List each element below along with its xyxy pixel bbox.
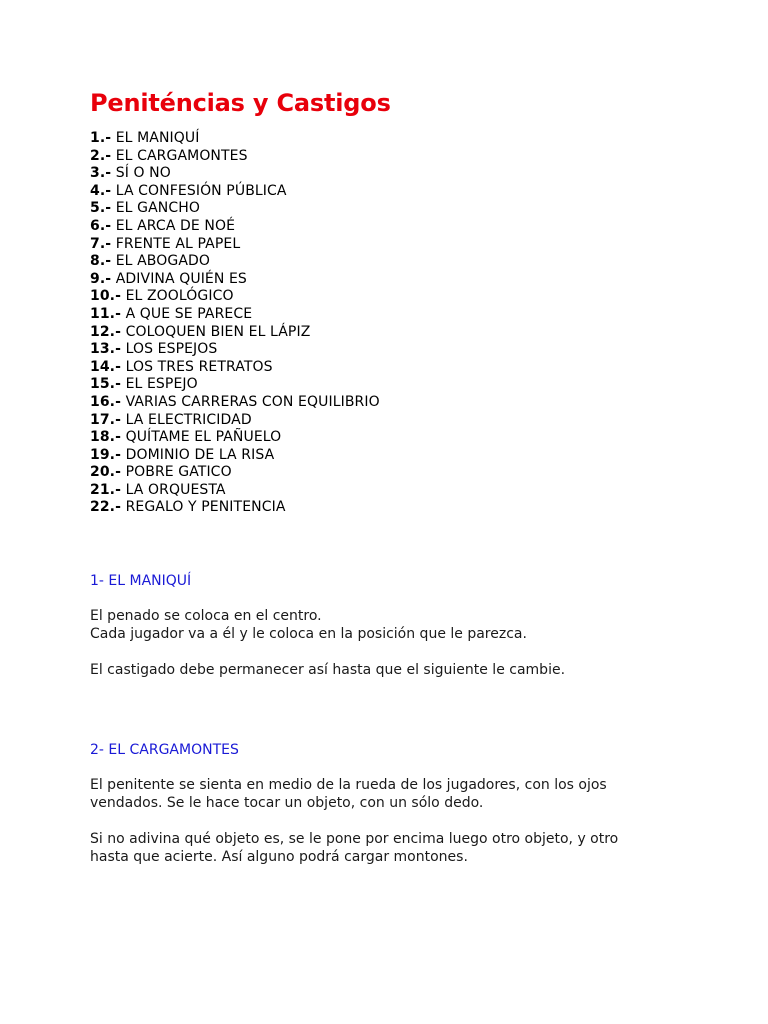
paragraph-line: El penado se coloca en el centro. (90, 608, 322, 625)
paragraph-line: hasta que acierte. Así alguno podrá cargar montones. (90, 849, 468, 866)
toc-item: 12.- COLOQUEN BIEN EL LÁPIZ (90, 323, 311, 340)
toc-item: 3.- SÍ O NO (90, 165, 171, 182)
toc-item: 20.- POBRE GATICO (90, 464, 232, 481)
paragraph-line: Si no adivina qué objeto es, se le pone por encima luego otro objeto, y otro (90, 831, 619, 848)
toc-item: 13.- LOS ESPEJOS (90, 341, 218, 358)
toc-item: 1.- EL MANIQUÍ (90, 130, 200, 146)
paragraph-line: Cada jugador va a él y le coloca en la posición que le parezca. (90, 626, 527, 643)
paragraph-line: El penitente se sienta en medio de la rueda de los jugadores, con los ojos (90, 777, 607, 794)
section-heading: 2- EL CARGAMONTES (90, 742, 239, 759)
toc-item: 14.- LOS TRES RETRATOS (90, 358, 273, 375)
document-page (90, 86, 730, 866)
toc-item: 21.- LA ORQUESTA (90, 481, 226, 498)
toc-item: 11.- A QUE SE PARECE (90, 305, 253, 322)
section-paragraph (90, 776, 730, 812)
toc-item: 19.- DOMINIO DE LA RISA (90, 446, 275, 463)
section-heading: 1- EL MANIQUÍ (90, 573, 192, 590)
toc-item: 17.- LA ELECTRICIDAD (90, 411, 252, 428)
toc-item: 2.- EL CARGAMONTES (90, 147, 248, 164)
toc-item: 10.- EL ZOOLÓGICO (90, 288, 234, 305)
toc-item: 9.- ADIVINA QUIÉN ES (90, 270, 247, 287)
paragraph-line: vendados. Se le hace tocar un objeto, con un sólo dedo. (90, 795, 484, 812)
document-title: Peniténcias y Castigos (90, 89, 391, 117)
toc-item: 8.- EL ABOGADO (90, 253, 211, 270)
toc-item: 5.- EL GANCHO (90, 200, 200, 217)
toc-item: 16.- VARIAS CARRERAS CON EQUILIBRIO (90, 393, 380, 410)
toc-item: 4.- LA CONFESIÓN PÚBLICA (90, 182, 287, 199)
toc-item: 15.- EL ESPEJO (90, 376, 198, 393)
section-paragraph (90, 661, 730, 679)
toc-item: 7.- FRENTE AL PAPEL (90, 235, 241, 252)
section-paragraph (90, 830, 730, 866)
paragraph-line: El castigado debe permanecer así hasta que el siguiente le cambie. (90, 662, 566, 679)
toc-item: 22.- REGALO Y PENITENCIA (90, 499, 286, 516)
toc-item: 18.- QUÍTAME EL PAÑUELO (90, 429, 282, 446)
table-of-contents (90, 130, 730, 517)
section-paragraph (90, 607, 730, 643)
toc-item: 6.- EL ARCA DE NOÉ (90, 217, 236, 234)
